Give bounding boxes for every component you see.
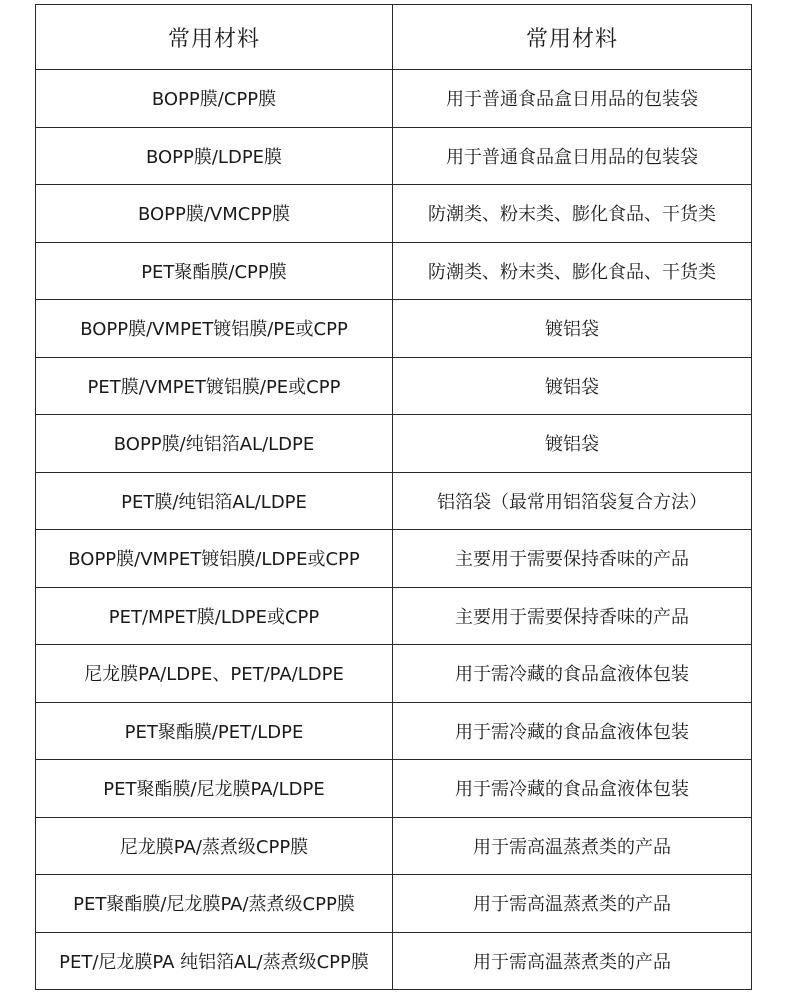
table-row (36, 932, 752, 990)
material-cell: PET聚酯膜/尼龙膜PA/蒸煮级CPP膜 (36, 875, 393, 933)
table-row (36, 587, 752, 645)
material-cell: BOPP膜/纯铝箔AL/LDPE (36, 415, 393, 473)
table-row (36, 415, 752, 473)
materials-table (35, 4, 752, 990)
material-cell: BOPP膜/LDPE膜 (36, 127, 393, 185)
material-cell: BOPP膜/VMPET镀铝膜/PE或CPP (36, 300, 393, 358)
material-cell: 尼龙膜PA/LDPE、PET/PA/LDPE (36, 645, 393, 703)
usage-cell: 用于需高温蒸煮类的产品 (393, 875, 752, 933)
usage-cell: 主要用于需要保持香味的产品 (393, 587, 752, 645)
header-row (36, 5, 752, 70)
usage-cell: 主要用于需要保持香味的产品 (393, 530, 752, 588)
table-row (36, 300, 752, 358)
table-row (36, 817, 752, 875)
usage-cell: 用于需高温蒸煮类的产品 (393, 817, 752, 875)
material-cell: BOPP膜/CPP膜 (36, 70, 393, 128)
material-cell: PET/MPET膜/LDPE或CPP (36, 587, 393, 645)
usage-cell: 防潮类、粉末类、膨化食品、干货类 (393, 242, 752, 300)
usage-cell: 镀铝袋 (393, 357, 752, 415)
table-row (36, 530, 752, 588)
table-row (36, 357, 752, 415)
usage-cell: 镀铝袋 (393, 415, 752, 473)
material-cell: 尼龙膜PA/蒸煮级CPP膜 (36, 817, 393, 875)
table-row (36, 875, 752, 933)
table-row (36, 127, 752, 185)
usage-cell: 用于普通食品盒日用品的包装袋 (393, 70, 752, 128)
material-cell: BOPP膜/VMCPP膜 (36, 185, 393, 243)
usage-cell: 防潮类、粉末类、膨化食品、干货类 (393, 185, 752, 243)
material-cell: BOPP膜/VMPET镀铝膜/LDPE或CPP (36, 530, 393, 588)
table-row (36, 645, 752, 703)
header-cell-usage: 常用材料 (393, 5, 752, 70)
table-row (36, 242, 752, 300)
table-header (36, 5, 752, 70)
usage-cell: 用于需冷藏的食品盒液体包装 (393, 702, 752, 760)
usage-cell: 铝箔袋（最常用铝箔袋复合方法） (393, 472, 752, 530)
table-row (36, 702, 752, 760)
usage-cell: 用于需冷藏的食品盒液体包装 (393, 760, 752, 818)
material-cell: PET聚酯膜/PET/LDPE (36, 702, 393, 760)
usage-cell: 用于需高温蒸煮类的产品 (393, 932, 752, 990)
header-cell-material: 常用材料 (36, 5, 393, 70)
table-row (36, 760, 752, 818)
material-cell: PET聚酯膜/尼龙膜PA/LDPE (36, 760, 393, 818)
usage-cell: 用于需冷藏的食品盒液体包装 (393, 645, 752, 703)
table-body (36, 70, 752, 990)
usage-cell: 镀铝袋 (393, 300, 752, 358)
table-row (36, 185, 752, 243)
material-cell: PET膜/纯铝箔AL/LDPE (36, 472, 393, 530)
material-cell: PET膜/VMPET镀铝膜/PE或CPP (36, 357, 393, 415)
table-row (36, 70, 752, 128)
material-cell: PET/尼龙膜PA 纯铝箔AL/蒸煮级CPP膜 (36, 932, 393, 990)
table-row (36, 472, 752, 530)
usage-cell: 用于普通食品盒日用品的包装袋 (393, 127, 752, 185)
material-cell: PET聚酯膜/CPP膜 (36, 242, 393, 300)
